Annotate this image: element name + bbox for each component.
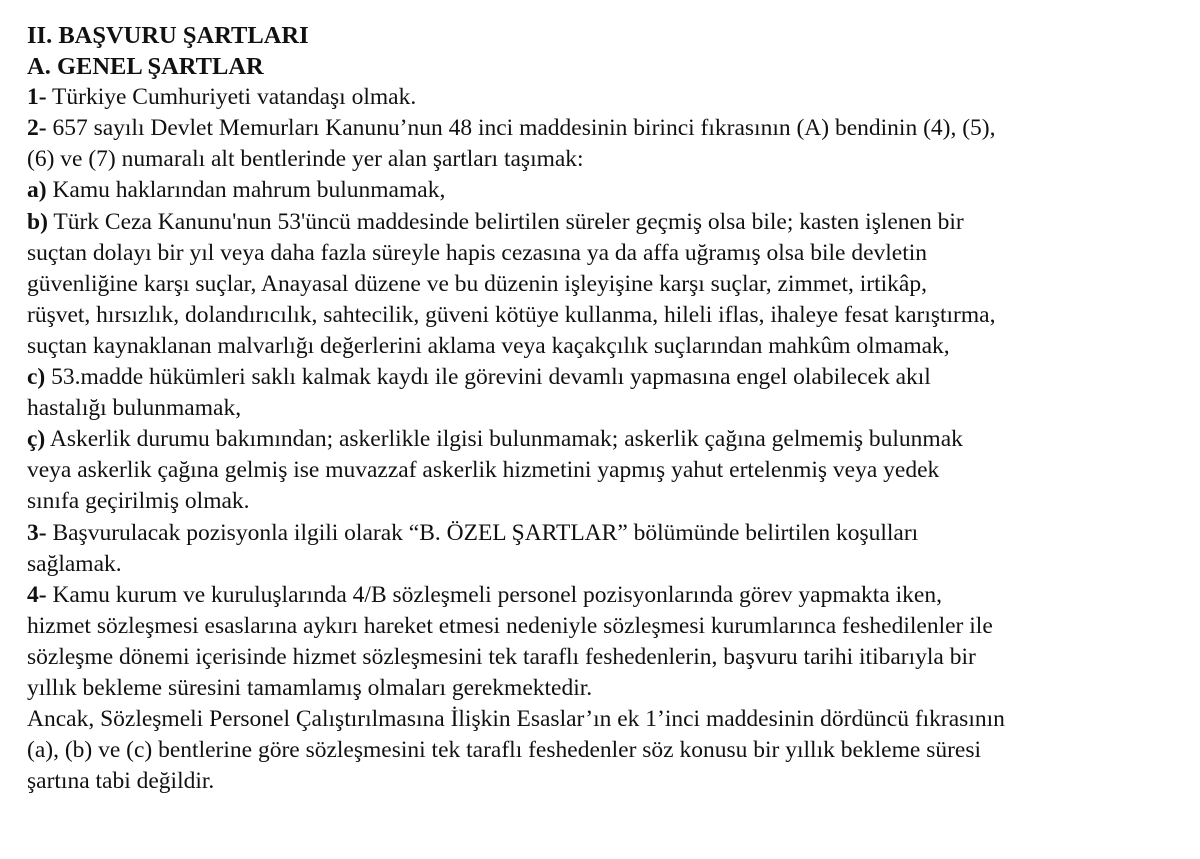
item-c-line-1 bbox=[27, 362, 1187, 393]
item-2-line-2: (6) ve (7) numaralı alt bentlerinde yer alan şartları taşımak: bbox=[27, 146, 584, 173]
item-1 bbox=[27, 82, 1187, 113]
item-c-label: c) bbox=[27, 364, 46, 391]
item-3-line-1 bbox=[27, 518, 1187, 549]
item-cc-text-1: Askerlik durumu bakımından; askerlikle ilgisi bulunmamak; askerlik çağına gelmemiş bulunmak bbox=[45, 426, 963, 453]
item-a bbox=[27, 175, 1187, 206]
item-b-line-1 bbox=[27, 207, 1187, 238]
item-3-text-1: Başvurulacak pozisyonla ilgili olarak “B. ÖZEL ŞARTLAR” bölümünde belirtilen koşulları bbox=[46, 519, 919, 546]
note-line-3: şartına tabi değildir. bbox=[27, 768, 215, 795]
item-cc-line-2: veya askerlik çağına gelmiş ise muvazzaf askerlik hizmetini yapmış yahut ertelenmiş veya yedek bbox=[27, 457, 940, 484]
item-4-line-4: yıllık bekleme süresini tamamlamış olmaları gerekmektedir. bbox=[27, 674, 593, 701]
item-4-text-1: Kamu kurum ve kuruluşlarında 4/B sözleşmeli personel pozisyonlarında görev yapmakta iken, bbox=[46, 581, 942, 608]
item-b-line-5: suçtan kaynaklanan malvarlığı değerlerini aklama veya kaçakçılık suçlarından mahkûm olmamak, bbox=[27, 332, 950, 359]
item-1-number: 1- bbox=[27, 84, 47, 111]
document-body bbox=[27, 20, 1187, 797]
item-a-text: Kamu haklarından mahrum bulunmamak, bbox=[46, 177, 446, 204]
item-2-line-1 bbox=[27, 113, 1187, 144]
item-3-number: 3- bbox=[27, 519, 47, 546]
item-4-line-2: hizmet sözleşmesi esaslarına aykırı hareket etmesi nedeniyle sözleşmesi kurumlarınca feshedilenler ile bbox=[27, 612, 993, 639]
note-line-2: (a), (b) ve (c) bentlerine göre sözleşmesini tek taraflı feshedenler söz konusu bir yıllık bekleme süresi bbox=[27, 737, 982, 764]
section-heading: II. BAŞVURU ŞARTLARI bbox=[27, 22, 309, 49]
item-c-line-2: hastalığı bulunmamak, bbox=[27, 395, 242, 422]
item-2-text-1: 657 sayılı Devlet Memurları Kanunu’nun 48 inci maddesinin birinci fıkrasının (A) bendinin (4), (5), bbox=[46, 115, 996, 142]
item-1-text: Türkiye Cumhuriyeti vatandaşı olmak. bbox=[46, 84, 417, 111]
item-3-line-2: sağlamak. bbox=[27, 550, 122, 577]
item-b-line-4: rüşvet, hırsızlık, dolandırıcılık, sahtecilik, güveni kötüye kullanma, hileli iflas, ihaleye fesat karıştırma, bbox=[27, 301, 996, 328]
item-cc-line-1 bbox=[27, 424, 1187, 455]
item-cc-line-3: sınıfa geçirilmiş olmak. bbox=[27, 488, 250, 515]
item-2-number: 2- bbox=[27, 115, 47, 142]
subsection-heading: A. GENEL ŞARTLAR bbox=[27, 53, 264, 81]
item-b-line-2: suçtan dolayı bir yıl veya daha fazla süreyle hapis cezasına ya da affa uğramış olsa bile devletin bbox=[27, 239, 928, 266]
note-line-1: Ancak, Sözleşmeli Personel Çalıştırılmasına İlişkin Esaslar’ın ek 1’inci maddesinin dördüncü fıkrasının bbox=[27, 706, 1005, 733]
item-b-text-1: Türk Ceza Kanunu'nun 53'üncü maddesinde belirtilen süreler geçmiş olsa bile; kasten işlenen bir bbox=[47, 208, 964, 235]
item-b-line-3: güvenliğine karşı suçlar, Anayasal düzene ve bu düzenin işleyişine karşı suçlar, zimmet, irtikâp, bbox=[27, 270, 927, 297]
item-4-line-3: sözleşme dönemi içerisinde hizmet sözleşmesini tek taraflı feshedenlerin, başvuru tarihi itibarıyla bir bbox=[27, 643, 976, 670]
item-cc-label: ç) bbox=[27, 426, 46, 453]
item-b-label: b) bbox=[27, 208, 48, 235]
item-4-number: 4- bbox=[27, 581, 47, 608]
item-a-label: a) bbox=[27, 177, 47, 204]
item-4-line-1 bbox=[27, 580, 1187, 611]
item-c-text-1: 53.madde hükümleri saklı kalmak kaydı ile görevini devamlı yapmasına engel olabilecek akıl bbox=[45, 364, 931, 391]
